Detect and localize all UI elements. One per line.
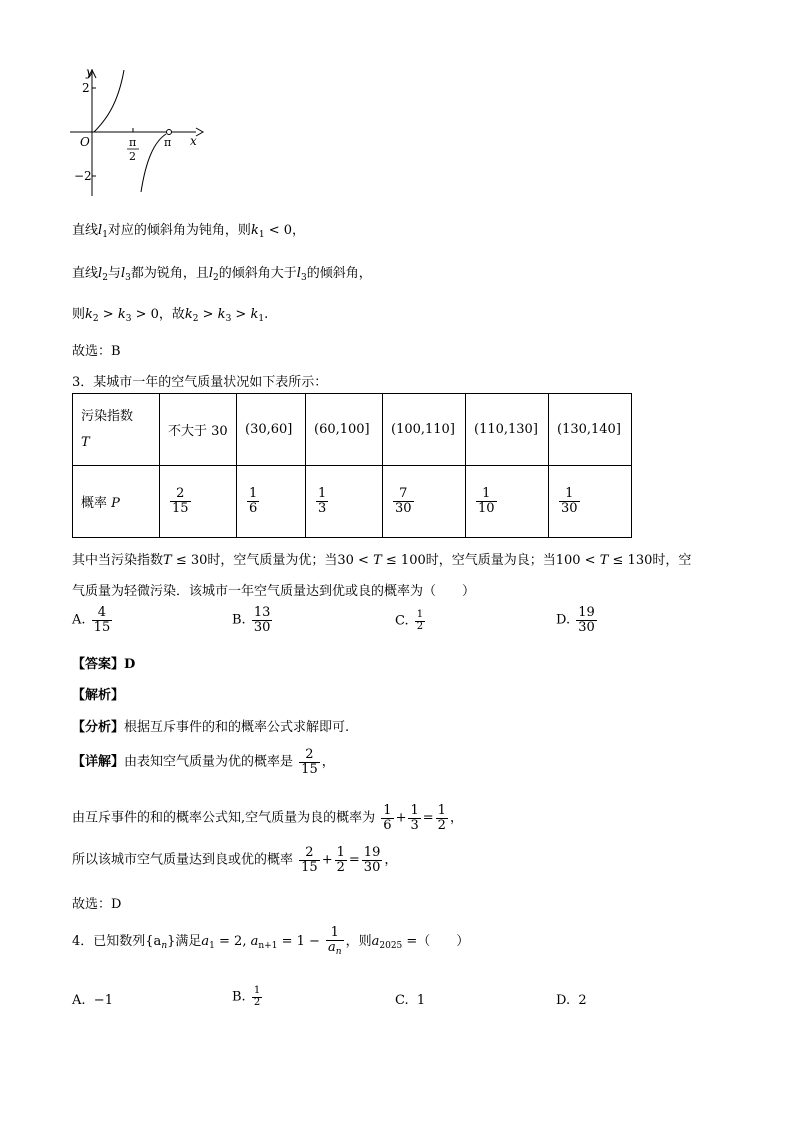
q3-prob-1: $\frac{1}{6}$: [237, 466, 306, 538]
x-axis-label: x: [190, 134, 197, 148]
curve-left-branch: [94, 70, 124, 132]
origin-label: O: [80, 135, 90, 149]
q3-text-line2: 气质量为轻微污染．该城市一年空气质量达到优或良的概率为（ ）: [72, 584, 476, 599]
q4-stem: 4．已知数列$\{a_n\}$满足$a_1 = 2$, $a_{n+1} = 1$ − $\frac{1}{a_n}$ ，则$a_{2025}$ =（ ）: [72, 925, 470, 957]
q3-row-label: 概率 P: [73, 466, 160, 538]
q3-col-5: (130,140]: [549, 394, 632, 466]
q3-prob-3: $\frac{7}{30}$: [383, 466, 466, 538]
q3-table: [72, 393, 632, 538]
q3-prob-4: $\frac{1}{10}$: [466, 466, 549, 538]
q3-analysis: 【解析】: [72, 688, 125, 703]
sol2-choice: 故选：B: [72, 344, 121, 359]
tick-label-pi: π: [164, 136, 172, 149]
tick-label-y-neg: −2: [74, 169, 92, 183]
q3-col-2: (60,100]: [306, 394, 383, 466]
sol2-line3: 则$k_2 > k_3 > 0$，故$k_2 > k_3 > k_1$.: [72, 307, 269, 324]
q3-fenxi: 【分析】根据互斥事件的和的概率公式求解即可.: [72, 720, 350, 735]
q3-prob-0: $\frac{2}{15}$: [160, 466, 237, 538]
tick-label-half-pi-den: 2: [129, 150, 136, 163]
q3-option-d[interactable]: D. $\frac{19}{30}$: [556, 605, 595, 635]
q3-col-3: (100,110]: [383, 394, 466, 466]
q3-prob-5: $\frac{1}{30}$: [549, 466, 632, 538]
q3-col-0: 不大于 30: [160, 394, 237, 466]
sol2-line2: 直线$l_2$与$l_3$都为锐角，且$l_2$的倾斜角大于$l_3$的倾斜角，: [72, 266, 372, 283]
q3-stem: 3．某城市一年的空气质量状况如下表所示：: [72, 375, 328, 390]
q3-option-b[interactable]: B. $\frac{13}{30}$: [232, 605, 271, 635]
q3-answer: 【答案】D: [72, 657, 136, 672]
q3-option-a[interactable]: A. $\frac{4}{15}$: [72, 605, 111, 635]
q3-col-4: (110,130]: [466, 394, 549, 466]
curve-right-branch: [141, 134, 166, 192]
open-point-pi: [167, 130, 172, 135]
tick-label-y-pos: 2: [82, 81, 90, 95]
q3-option-c[interactable]: C. $\frac{1}{2}$: [395, 609, 424, 632]
q3-detail-line3: 所以该城市空气质量达到良或优的概率 $\frac{2}{15}$ + $\frac{1}{2}$ = $\frac{19}{30}$ ，: [72, 845, 398, 875]
q3-text-line1: 其中当污染指数T ≤ 30时，空气质量为优；当30 < T ≤ 100时，空气质量为良；当100 < T ≤ 130时，空: [72, 553, 692, 568]
q4-option-d[interactable]: D. 2: [556, 993, 587, 1008]
q3-detail-line2: 由互斥事件的和的概率公式知,空气质量为良的概率为 $\frac{1}{6}$ + $\frac{1}{3}$ = $\frac{1}{2}$ ，: [72, 803, 463, 833]
q4-option-b[interactable]: B. $\frac{1}{2}$: [232, 985, 261, 1008]
sol2-line1: 直线$l_1$对应的倾斜角为钝角，则$k_1 < 0$，: [72, 223, 305, 240]
q3-col-1: (30,60]: [237, 394, 306, 466]
q4-option-c[interactable]: C. 1: [395, 993, 426, 1008]
x-axis: [70, 128, 203, 136]
q4-option-a[interactable]: A. −1: [72, 993, 113, 1008]
q3-header-label: 污染指数 T: [73, 394, 160, 466]
q3-choice: 故选：D: [72, 897, 122, 912]
tick-label-half-pi-num: π: [129, 136, 137, 149]
y-axis-label: y: [86, 65, 93, 79]
q3-detail-line1: 【详解】由表知空气质量为优的概率是 $\frac{2}{15}$ ，: [72, 747, 335, 777]
tangent-graph: [66, 64, 206, 198]
q3-prob-2: $\frac{1}{3}$: [306, 466, 383, 538]
